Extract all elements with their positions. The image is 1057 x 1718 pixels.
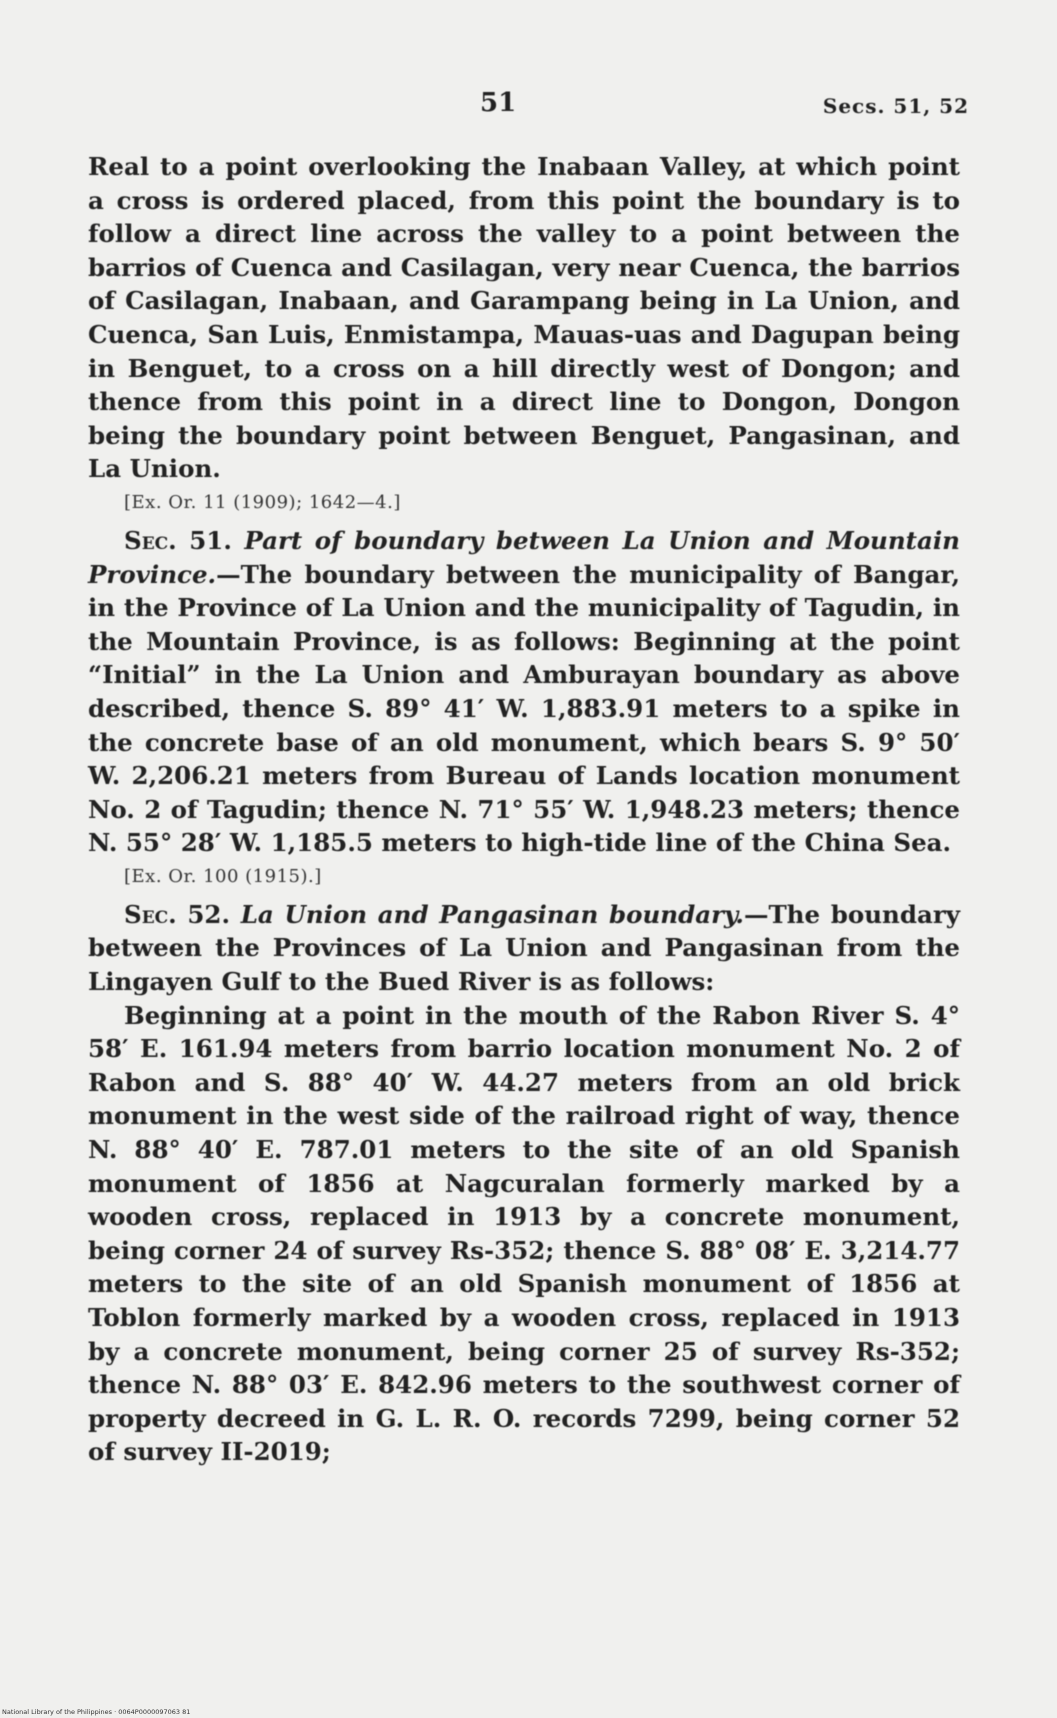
paragraph-continued: Real to a point overlooking the Inabaan Valley, at which point a cross is ordered placed, from this point the boundary is to follow a direct line across the valley to a point between the barrios of Cuenca and Casilagan, very near Cuenca, the barrios of Casilagan, Inabaan, and Garampang being in La Union, and Cuenca, San Luis, Enmistampa, Mauas-uas and Dagupan being in Benguet, to a cross on a hill directly west of Dongon; and thence from this point in a direct line to Dongon, Dongon being the boundary point between Benguet, Pangasinan, and La Union. [88, 152, 960, 484]
body-text [88, 150, 960, 1469]
citation: [Ex. Or. 11 (1909); 1642—4.] [124, 491, 401, 513]
section-51 [88, 524, 960, 860]
paragraph: Beginning at a point in the mouth of the Rabon River S. 4° 58′ E. 161.94 meters from barrio location monument No. 2 of Rabon and S. 88° 40′ W. 44.27 meters from an old brick monument in the west side of the railroad right of way, thence N. 88° 40′ E. 787.01 meters to the site of an old Spanish monument of 1856 at Nagcuralan formerly marked by a wooden cross, replaced in 1913 by a concrete monument, being corner 24 of survey Rs-352; thence S. 88° 08′ E. 3,214.77 meters to the site of an old Spanish monument of 1856 at Toblon formerly marked by a wooden cross, replaced in 1913 by a concrete monument, being corner 25 of survey Rs-352; thence N. 88° 03′ E. 842.96 meters to the southwest corner of property decreed in G. L. R. O. records 7299, being corner 52 of survey II-2019; [88, 1000, 960, 1467]
section-text: —The boundary between the municipality of Bangar, in the Province of La Union and the municipality of Tagudin, in the Mountain Province, is as follows: Beginning at the point “Initial” in the La Union and Amburayan boundary as above described, thence S. 89° 41′ W. 1,883.91 meters to a spike in the concrete base of an old monument, which bears S. 9° 50′ W. 2,206.21 meters from Bureau of Lands location monument No. 2 of Tagudin; thence N. 71° 55′ W. 1,948.23 meters; thence N. 55° 28′ W. 1,185.5 meters to high-tide line of the China Sea. [88, 559, 960, 858]
page-header [0, 88, 1057, 128]
section-label: Sec. 52. [124, 899, 231, 929]
section-text: —The boundary between the Provinces of La Union and Pangasinan from the Lingayen Gulf to the Bued River is as follows: [88, 899, 961, 997]
section-title: Part of boundary between La Union and Mountain Province. [88, 525, 960, 589]
section-label: Sec. 51. [124, 525, 232, 555]
citation: [Ex. Or. 100 (1915).] [124, 865, 322, 887]
scan-footer: National Library of the Philippines · 0064P0000097063 81 [2, 1708, 191, 1716]
section-reference: Secs. 51, 52 [822, 94, 969, 118]
section-title: La Union and Pangasinan boundary. [240, 899, 744, 929]
page-number: 51 [480, 88, 517, 118]
section-52 [88, 898, 960, 999]
